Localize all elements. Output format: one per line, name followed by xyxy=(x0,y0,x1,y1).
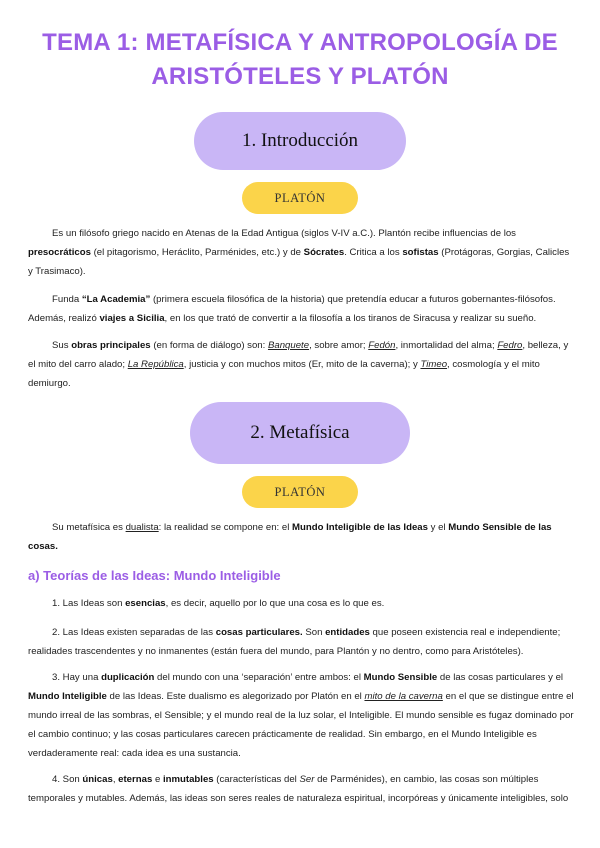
text: (en forma de diálogo) son: xyxy=(150,340,268,351)
text: , belleza, y el mito del carro alado; xyxy=(28,340,569,370)
author-badge-label: PLATÓN xyxy=(274,190,326,205)
author-badge xyxy=(242,476,358,508)
term-viajes-sicilia: viajes a Sicilia xyxy=(99,313,165,324)
work-title: Fedón xyxy=(368,340,396,351)
text: y el xyxy=(427,522,449,533)
text: Funda xyxy=(52,294,82,305)
metafisica-paragraph-1 xyxy=(28,518,576,556)
term-presocraticos: presocráticos xyxy=(28,247,91,258)
author-badge-label: PLATÓN xyxy=(274,484,326,499)
term-ser: Ser xyxy=(299,774,315,785)
text: , justicia y con muchos mitos (Er, mito de la caverna); y xyxy=(183,359,421,370)
text: : la realidad se compone en: el xyxy=(158,522,293,533)
term-mundo-inteligible: Mundo Inteligible xyxy=(28,691,107,702)
term-socrates: Sócrates xyxy=(303,247,345,258)
text: Sus xyxy=(52,340,72,351)
text: Es un filósofo griego nacido en Atenas de la Edad Antigua (siglos V-IV a.C.). Plantón recibe influencias de los xyxy=(52,228,516,239)
work-title: mito de la caverna xyxy=(364,691,443,702)
term-mundo-inteligible: Mundo Inteligible de las Ideas xyxy=(292,522,428,533)
text: , sobre amor; xyxy=(309,340,369,351)
term-dualista: dualista xyxy=(125,522,159,533)
term-esencias: esencias xyxy=(125,598,166,609)
list-item-4 xyxy=(28,770,576,808)
text: 3. Hay una xyxy=(52,672,102,683)
list-item-3 xyxy=(28,668,576,763)
text: de Parménides), en cambio, las cosas son múltiples temporales y mutables. Además, las ideas son seres reales de naturaleza espiritual, incorpóreas y únicamente inteligibles, solo xyxy=(28,774,569,804)
text: de las cosas particulares y el xyxy=(437,672,564,683)
subheading-teoria-ideas: a) Teorías de las Ideas: Mundo Inteligible xyxy=(28,568,281,583)
document-title: TEMA 1: METAFÍSICA Y ANTROPOLOGÍA DE ARISTÓTELES Y PLATÓN xyxy=(42,29,558,90)
intro-paragraph-1 xyxy=(28,224,576,281)
text: que poseen existencia real e independiente; realidades trascendentes y no inmanentes (están fuera del mundo, para Plantón y no dentro, como para Aristóteles). xyxy=(28,627,561,657)
term-academia: “La Academia” xyxy=(81,294,151,305)
term-unicas: únicas xyxy=(82,774,113,785)
work-title: La República xyxy=(127,359,184,370)
section-heading-label: 2. Metafísica xyxy=(250,422,350,443)
term-mundo-sensible: Mundo Sensible de las cosas. xyxy=(28,522,552,552)
text: 2. Las Ideas existen separadas de las xyxy=(52,627,216,638)
term-obras: obras principales xyxy=(71,340,151,351)
author-badge xyxy=(242,182,358,214)
term-entidades: entidades xyxy=(325,627,370,638)
term-duplicacion: duplicación xyxy=(101,672,155,683)
term-mundo-sensible: Mundo Sensible xyxy=(363,672,438,683)
text: , en los que trató de convertir a la filosofía a los tiranos de Siracusa y realizar su sueño. xyxy=(164,313,537,324)
list-item-1 xyxy=(28,594,576,613)
section-heading-label: 1. Introducción xyxy=(241,130,359,151)
text: . Critica a los xyxy=(344,247,403,258)
text: de las Ideas. Este dualismo es alegorizado por Platón en el xyxy=(106,691,365,702)
intro-paragraph-3 xyxy=(28,336,576,393)
text: 1. Las Ideas son xyxy=(52,598,126,609)
text: , es decir, aquello por lo que una cosa es lo que es. xyxy=(165,598,385,609)
text: (primera escuela filosófica de la historia) que pretendía educar a futuros gobernantes-filósofos. Además, realizó xyxy=(28,294,556,324)
term-inmutables: inmutables xyxy=(162,774,214,785)
text: en el que se distingue entre el mundo irreal de las sombras, el Sensible; y el mundo real de la luz solar, el Inteligible. El mundo sensible es fugaz dominado por el cambio continuo; y las cosas particulares carecen prácticamente de realidad. Sin embargo, en el Mundo Inteligible es verdaderamente real: cada idea es una sustancia. xyxy=(28,691,574,759)
text: e xyxy=(152,774,163,785)
section-heading-metafisica xyxy=(190,402,410,464)
term-sofistas: sofistas xyxy=(402,247,439,258)
term-eternas: eternas xyxy=(118,774,153,785)
section-heading-introduccion xyxy=(194,112,406,170)
text: (Protágoras, Gorgias, Calicles y Trasimaco). xyxy=(28,247,570,277)
work-title: Fedro xyxy=(497,340,523,351)
list-item-2 xyxy=(28,623,576,661)
text: , xyxy=(112,774,119,785)
text: (características del xyxy=(213,774,300,785)
work-title: Timeo xyxy=(420,359,448,370)
text: , cosmología y el mito demiurgo. xyxy=(28,359,540,389)
text: , inmortalidad del alma; xyxy=(395,340,498,351)
work-title: Banquete xyxy=(267,340,310,351)
term-cosas-particulares: cosas particulares. xyxy=(215,627,303,638)
text: Son xyxy=(302,627,326,638)
text: del mundo con una ‘separación’ entre ambos: el xyxy=(154,672,364,683)
text: Su metafísica es xyxy=(52,522,126,533)
intro-paragraph-2 xyxy=(28,290,576,328)
text: 4. Son xyxy=(52,774,83,785)
text: (el pitagorismo, Heráclito, Parménides, etc.) y de xyxy=(90,247,304,258)
